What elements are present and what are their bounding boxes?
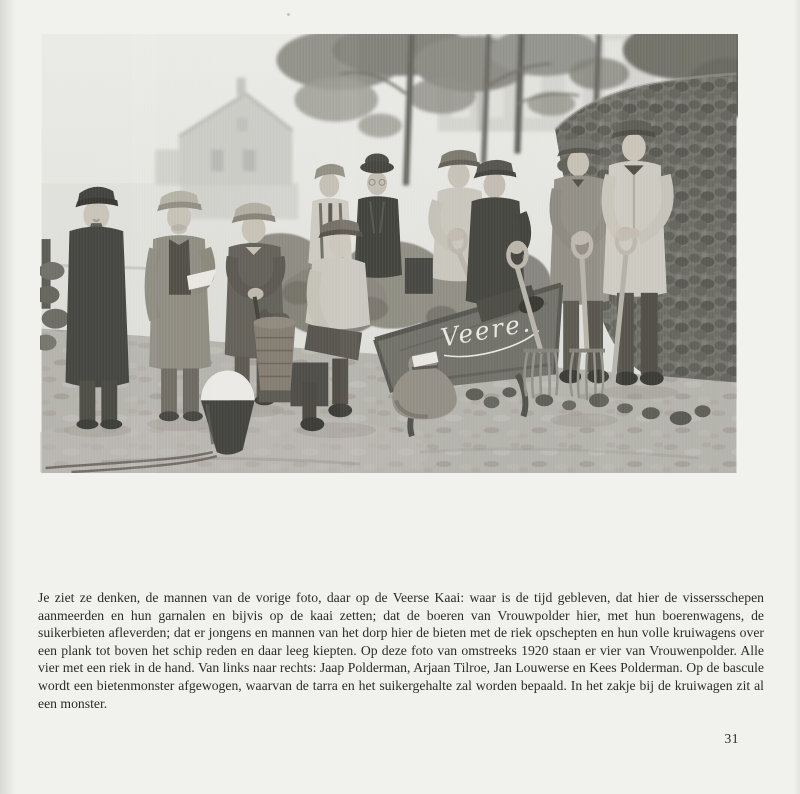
historical-photo-canvas: [40, 34, 738, 473]
scan-texture: [42, 34, 737, 473]
caption-text: Je ziet ze denken, de mannen van de vorige foto, daar op de Veerse Kaai: waar is de tijd gebleven, dat hier de vissersschepen aanmeerden en hun garnalen en bijvis op de kaai zetten; dat de boeren van Vrouwpolder hier, met hun boerenwagens, de suikerbieten afleverden; dat er jongens en mannen van het dorp hier de bieten met de riek opschepten en hun volle kruiwagens over een plank tot boven het schip reden en daar leeg kiepten. Op deze foto van omstreeks 1920 staan er vier van Vrouwenpolder. Alle vier met een riek in de hand. Van links naar rechts: Jaap Polderman, Arjaan Tilroe, Jan Louwerse en Kees Polderman. Op de bascule wordt een bietenmonster afgewogen, waarvan de tarra en het suikergehalte zal worden bepaald. In het zakje bij de kruiwagen zit al een monster.: [38, 590, 764, 711]
paper-speck: [287, 13, 290, 16]
historical-photo: [40, 34, 738, 473]
page-gutter-shadow: [0, 0, 16, 794]
page-number: 31: [724, 731, 739, 746]
page-edge-shadow: [794, 0, 800, 794]
